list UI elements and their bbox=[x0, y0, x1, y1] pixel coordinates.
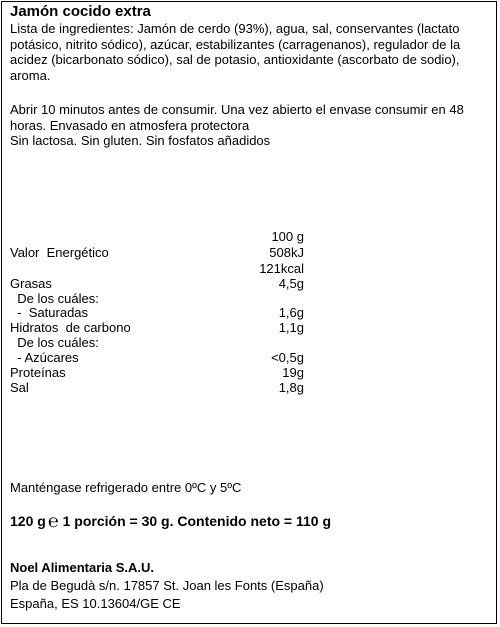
storage-instructions: Abrir 10 minutos antes de consumir. Una vez abierto el envase consumir en 48 horas. Envasado en atmosfera protectora bbox=[10, 102, 464, 133]
estimated-sign-icon: ℮ bbox=[47, 511, 59, 531]
nutrient-value: 1,6g bbox=[278, 305, 304, 320]
health-registry: España, ES 10.13604/GE CE bbox=[10, 596, 181, 611]
nutrition-row bbox=[10, 350, 470, 365]
nutrient-label: De los cuáles: bbox=[10, 335, 99, 350]
nutrition-row bbox=[10, 320, 470, 335]
nutrition-row bbox=[10, 335, 470, 350]
nutrition-row bbox=[10, 276, 470, 291]
nutrition-per-label: 100 g bbox=[271, 229, 304, 244]
nutrition-row bbox=[10, 365, 470, 380]
nutrient-label: De los cuáles: bbox=[10, 291, 99, 306]
nutrient-label: Hidratos de carbono bbox=[10, 320, 131, 335]
nutrient-label: - Azúcares bbox=[10, 350, 79, 365]
ingredients-text: Lista de ingredientes: Jamón de cerdo (93%), agua, sal, conservantes (lactato potásico, nitrito sódico), azúcar, estabilizantes (carragenanos), regulador de la acidez (bicarbonato sódico), sal de potasio, antioxidante (ascorbato de sodio), aroma. bbox=[10, 21, 461, 83]
nutrient-label: Proteínas bbox=[10, 365, 66, 380]
nutrient-label: Sal bbox=[10, 380, 29, 395]
nutrition-row bbox=[10, 380, 470, 395]
nutrition-header-row bbox=[10, 229, 470, 244]
nutrition-row bbox=[10, 291, 470, 306]
gross-weight: 120 g bbox=[10, 513, 46, 529]
nutrient-value: 508kJ bbox=[269, 245, 304, 260]
nutrient-value: 1,1g bbox=[278, 320, 304, 335]
nutrition-row bbox=[10, 245, 470, 260]
nutrition-row bbox=[10, 305, 470, 320]
nutrient-label: Grasas bbox=[10, 276, 52, 291]
company-address: Pla de Begudà s/n. 17857 St. Joan les Fonts (España) bbox=[10, 578, 324, 593]
company-name: Noel Alimentaria S.A.U. bbox=[10, 560, 154, 575]
product-title: Jamón cocido extra bbox=[10, 3, 151, 20]
nutrition-row bbox=[10, 261, 470, 276]
nutrient-value: 4,5g bbox=[278, 276, 304, 291]
dietary-claims: Sin lactosa. Sin gluten. Sin fosfatos añadidos bbox=[10, 133, 271, 148]
nutrient-value: 19g bbox=[282, 365, 304, 380]
company-info bbox=[10, 559, 324, 613]
nutrient-value: <0,5g bbox=[271, 350, 304, 365]
nutrient-label: - Saturadas bbox=[10, 305, 89, 320]
weight-line bbox=[10, 513, 331, 529]
nutrient-value: 121kcal bbox=[259, 261, 304, 276]
nutrient-label: Valor Energético bbox=[10, 245, 109, 260]
nutrient-value: 1,8g bbox=[278, 380, 304, 395]
refrigeration-note: Manténgase refrigerado entre 0ºC y 5ºC bbox=[10, 480, 242, 495]
portion-net-content: 1 porción = 30 g. Contenido neto = 110 g bbox=[62, 513, 332, 529]
